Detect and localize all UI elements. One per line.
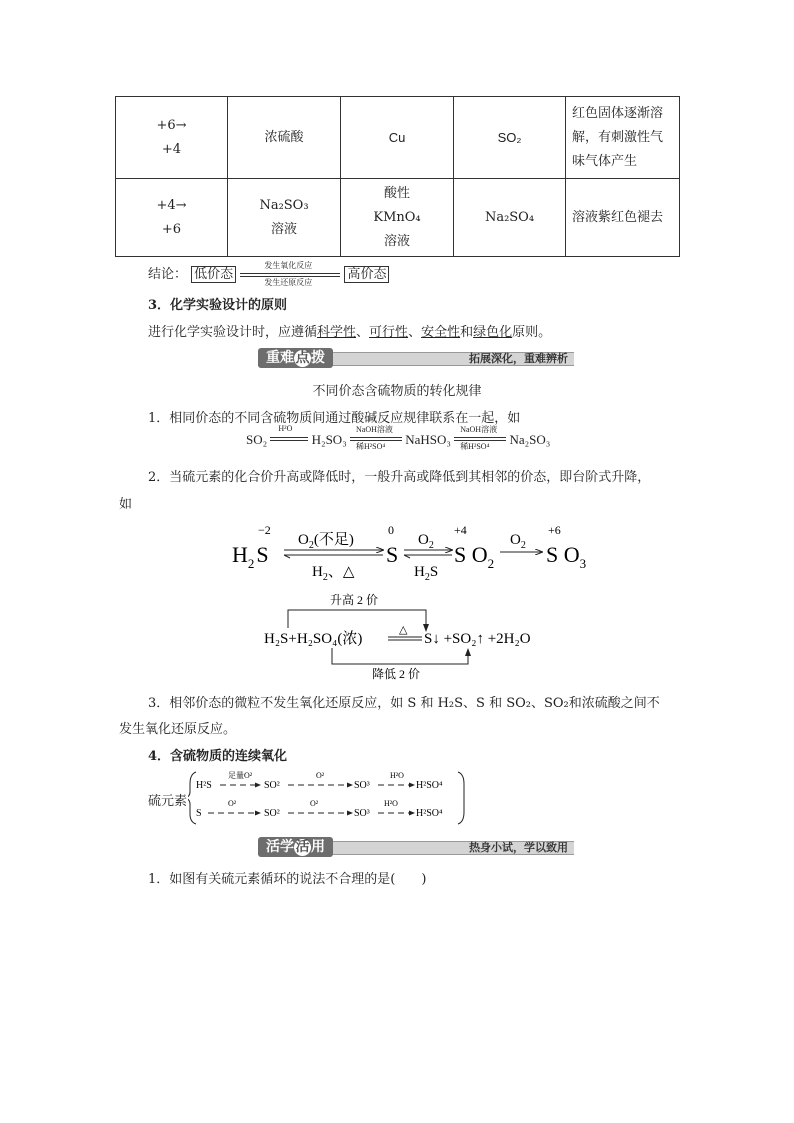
arrow1-bottom-label: $H_2$、△ xyxy=(312,564,355,582)
svg-text:O²: O² xyxy=(310,799,319,808)
acid-base-equation: SO₂ H²O H₂SO₃ NaOH溶液 稀H²SO⁴ NaHSO₃ NaOH溶液 稀H²SO⁴ Na₂SO₃ xyxy=(246,424,551,451)
svg-text:H²O: H²O xyxy=(384,799,398,808)
so2-formula: S $O_2$ xyxy=(454,542,495,571)
oxidation-row-h2s xyxy=(196,770,443,791)
valence-plus6: +6 xyxy=(548,523,561,537)
arrow3-top-label: $O_2$ xyxy=(510,532,526,551)
banner-title: 活学 活 用 xyxy=(258,837,333,857)
practice-banner xyxy=(258,837,574,857)
banner-title: 重难 点 拨 xyxy=(258,348,333,368)
reducer-cell: 酸性 KMnO₄ 溶液 xyxy=(341,179,454,257)
table-row xyxy=(116,97,680,179)
so3-formula: S $O_3$ xyxy=(546,542,587,571)
reagent-cell: 浓硫酸 xyxy=(228,97,341,179)
reaction-table xyxy=(115,96,680,257)
table-row xyxy=(116,179,680,257)
banner-tagline: 拓展深化，重难辨析 xyxy=(469,352,568,365)
key-points-banner xyxy=(258,348,574,368)
question-1: 1．如图有关硫元素循环的说法不合理的是( ) xyxy=(148,872,427,887)
rule-4-heading: 4．含硫物质的连续氧化 xyxy=(148,749,288,764)
increase-label: 升高 2 价 xyxy=(330,593,379,607)
svg-text:S: S xyxy=(196,808,202,819)
svg-text:H²SO⁴: H²SO⁴ xyxy=(416,780,443,791)
reducer-cell: Cu xyxy=(341,97,454,179)
valence-chain-diagram xyxy=(228,520,598,582)
banner-tagline: 热身小试，学以致用 xyxy=(469,841,568,854)
phenomenon-cell: 红色固体逐渐溶 解，有刺激性气 味气体产生 xyxy=(566,97,680,179)
valence-cell: +6→ +4 xyxy=(116,97,228,179)
heat-symbol: △ xyxy=(399,624,408,636)
arrow1-top-label: $O_2$(不足) xyxy=(298,532,354,551)
svg-text:O²: O² xyxy=(316,771,325,780)
valence-0: 0 xyxy=(388,523,394,537)
arrow2-top-label: $O_2$ xyxy=(418,532,434,551)
svg-text:H²SO⁴: H²SO⁴ xyxy=(416,808,443,819)
rule-1-text: 1．相同价态的不同含硫物质间通过酸碱反应规律联系在一起，如 xyxy=(148,411,521,426)
svg-text:足量O²: 足量O² xyxy=(228,771,253,780)
redox-equation-diagram xyxy=(260,588,580,680)
svg-text:SO³: SO³ xyxy=(354,780,370,791)
rule-2-text-cont: 如 xyxy=(119,497,133,512)
section-heading: 3．化学实验设计的原则 xyxy=(148,298,288,313)
high-valence-box: 高价态 xyxy=(344,266,389,283)
oxidation-row-s xyxy=(196,799,443,819)
conclusion xyxy=(148,260,389,287)
reduction-label: 发生还原反应 xyxy=(264,277,313,287)
oxidation-label: 发生氧化反应 xyxy=(264,260,313,270)
valence-plus4: +4 xyxy=(454,523,467,537)
conclusion-label: 结论： xyxy=(148,267,188,282)
section-text: 进行化学实验设计时，应遵循科学性、可行性、安全性和绿色化原则。 xyxy=(148,325,552,340)
svg-text:SO²: SO² xyxy=(264,780,280,791)
rule-3-text: 3．相邻价态的微粒不发生氧化还原反应，如 S 和 H₂S、S 和 SO₂、SO₂和浓硫酸之间不 xyxy=(148,696,660,711)
product-cell: SO₂ xyxy=(454,97,566,179)
h2s-formula: $H_2S$ xyxy=(232,542,269,571)
svg-text:SO³: SO³ xyxy=(354,808,370,819)
low-valence-box: 低价态 xyxy=(191,266,236,283)
equation-products: S↓ +SO₂↑ +2H₂O xyxy=(424,631,531,647)
svg-text:SO²: SO² xyxy=(264,808,280,819)
valence-cell: +4→ +6 xyxy=(116,179,228,257)
svg-text:H²S: H²S xyxy=(196,780,212,791)
arrow2-bottom-label: $H_2S$ xyxy=(414,564,439,582)
s-element: S xyxy=(386,542,399,567)
phenomenon-cell: 溶液紫红色褪去 xyxy=(566,179,680,257)
valence-minus2: −2 xyxy=(258,523,271,537)
rule-2-text: 2．当硫元素的化合价升高或降低时，一般升高或降低到其相邻的价态，即台阶式升降， xyxy=(148,470,651,485)
decrease-label: 降低 2 价 xyxy=(372,667,421,680)
continuous-oxidation-diagram xyxy=(188,768,478,828)
two-way-arrow xyxy=(240,260,340,287)
product-cell: Na₂SO₄ xyxy=(454,179,566,257)
svg-text:O²: O² xyxy=(228,799,237,808)
sulfur-element-label: 硫元素 xyxy=(148,794,188,809)
rule-3-text-cont: 发生氧化还原反应。 xyxy=(119,722,237,737)
equation-reactants: H₂S+H₂SO₄(浓) xyxy=(264,631,363,647)
rule-title: 不同价态含硫物质的转化规律 xyxy=(312,384,482,399)
reagent-cell: Na₂SO₃ 溶液 xyxy=(228,179,341,257)
svg-text:H²O: H²O xyxy=(390,771,404,780)
